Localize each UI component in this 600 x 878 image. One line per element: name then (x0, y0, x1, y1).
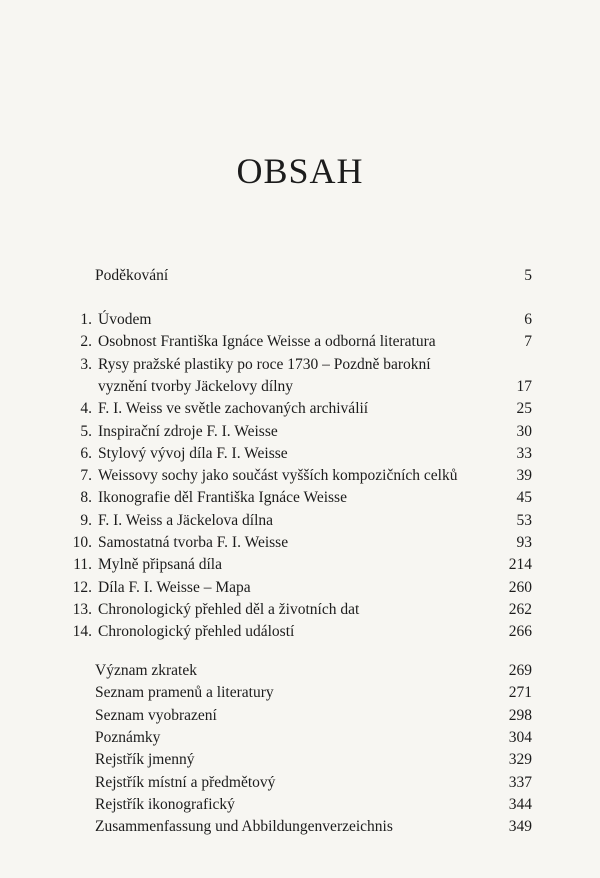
toc-entry-label: vyznění tvorby Jäckelovy dílny (98, 377, 293, 395)
toc-chapter-number: 12. (72, 578, 92, 596)
toc-chapter-number: 5. (80, 422, 92, 440)
toc-row (0, 816, 600, 838)
toc-entry-label: F. I. Weiss a Jäckelova dílna (98, 511, 274, 529)
toc-page-number: 5 (524, 267, 532, 284)
toc-page-number: 30 (516, 422, 532, 440)
toc-page-number: 266 (508, 623, 532, 641)
toc-row (0, 510, 600, 532)
toc-chapter-number: 13. (72, 600, 92, 618)
toc-chapter-number: 8. (80, 489, 92, 507)
toc-row (0, 794, 600, 816)
toc-row (0, 772, 600, 794)
toc-entry-label: Seznam vyobrazení (95, 706, 217, 724)
toc-row (0, 376, 600, 398)
toc-chapter-number: 14. (72, 623, 92, 641)
toc-row (0, 749, 600, 771)
toc-chapter-number: 4. (80, 400, 92, 418)
toc-row (0, 354, 600, 376)
toc-entry-label: Rysy pražské plastiky po roce 1730 – Pozdně barokní (98, 355, 431, 373)
toc-entry-label: Osobnost Františka Ignáce Weisse a odborná literatura (98, 333, 436, 351)
toc-entry-label: Seznam pramenů a literatury (95, 684, 274, 702)
toc-row (0, 682, 600, 704)
toc-entry-label: Weissovy sochy jako součást vyšších kompozičních celků (98, 467, 458, 485)
toc-entry-label: Inspirační zdroje F. I. Weisse (98, 422, 278, 440)
toc-entry-label: Význam zkratek (95, 662, 197, 679)
toc-entry-label: Samostatná tvorba F. I. Weisse (98, 534, 289, 551)
toc-page-number: 260 (508, 578, 532, 596)
toc-row (0, 532, 600, 554)
toc-chapter-number: 1. (80, 311, 92, 328)
toc-row (0, 309, 600, 331)
toc-page-number: 262 (508, 600, 532, 618)
toc-entry-label: Zusammenfassung und Abbildungenverzeichnis (95, 818, 393, 836)
toc-row (0, 705, 600, 727)
toc-page-number: 39 (516, 467, 532, 485)
toc-page-number: 214 (508, 556, 532, 574)
toc-page-number: 298 (508, 706, 532, 724)
toc-page-number: 271 (508, 684, 532, 702)
toc-row (0, 621, 600, 643)
toc-page-number: 53 (516, 511, 532, 529)
toc-page-number: 17 (516, 377, 532, 395)
toc-row (0, 577, 600, 599)
toc-entry-label: Chronologický přehled událostí (98, 623, 295, 641)
toc-row (0, 554, 600, 576)
toc-page-number: 6 (524, 311, 532, 328)
toc-page-number: 344 (508, 795, 532, 813)
toc-entry-label: Úvodem (98, 311, 152, 328)
toc-entry-label: Rejstřík ikonografický (95, 795, 235, 813)
toc-entry-label: Poznámky (95, 728, 161, 746)
toc-entry-label: Mylně připsaná díla (98, 556, 222, 574)
toc-chapter-number: 9. (80, 511, 92, 529)
toc-page-number: 7 (524, 333, 532, 351)
toc-entry-label: Díla F. I. Weisse – Mapa (98, 578, 251, 596)
toc-row (0, 487, 600, 509)
toc-row (0, 599, 600, 621)
toc-page-number: 269 (508, 662, 532, 679)
toc-page-number: 349 (508, 818, 532, 836)
toc-entry-label: Poděkování (95, 267, 169, 284)
toc-entry-label: F. I. Weiss ve světle zachovaných archiválií (98, 400, 369, 418)
toc-intro-row (0, 265, 600, 287)
toc-row (0, 398, 600, 420)
toc-page-number: 304 (508, 728, 532, 746)
toc-row (0, 727, 600, 749)
toc-page-number: 337 (508, 773, 532, 791)
toc-page-number: 329 (508, 751, 532, 769)
toc-entry-label: Chronologický přehled děl a životních dat (98, 600, 360, 618)
toc-chapter-number: 11. (73, 556, 92, 574)
toc-row (0, 660, 600, 682)
toc-entry-label: Ikonografie děl Františka Ignáce Weisse (98, 489, 347, 507)
page-title: OBSAH (236, 151, 364, 191)
toc-page-number: 33 (516, 444, 532, 462)
toc-row (0, 331, 600, 353)
toc-page-number: 45 (516, 489, 532, 507)
toc-row (0, 443, 600, 465)
toc-chapter-number: 2. (80, 333, 92, 351)
toc-page-number: 93 (516, 534, 532, 551)
toc-entry-label: Rejstřík místní a předmětový (95, 773, 276, 791)
toc-chapter-number: 6. (80, 444, 92, 462)
toc-row (0, 465, 600, 487)
toc-page-number: 25 (516, 400, 532, 418)
toc-entry-label: Stylový vývoj díla F. I. Weisse (98, 444, 288, 462)
toc-chapter-number: 3. (80, 355, 92, 373)
toc-entry-label: Rejstřík jmenný (95, 751, 195, 769)
toc-chapter-number: 10. (72, 534, 92, 551)
toc-row (0, 421, 600, 443)
toc-chapter-number: 7. (80, 467, 92, 485)
